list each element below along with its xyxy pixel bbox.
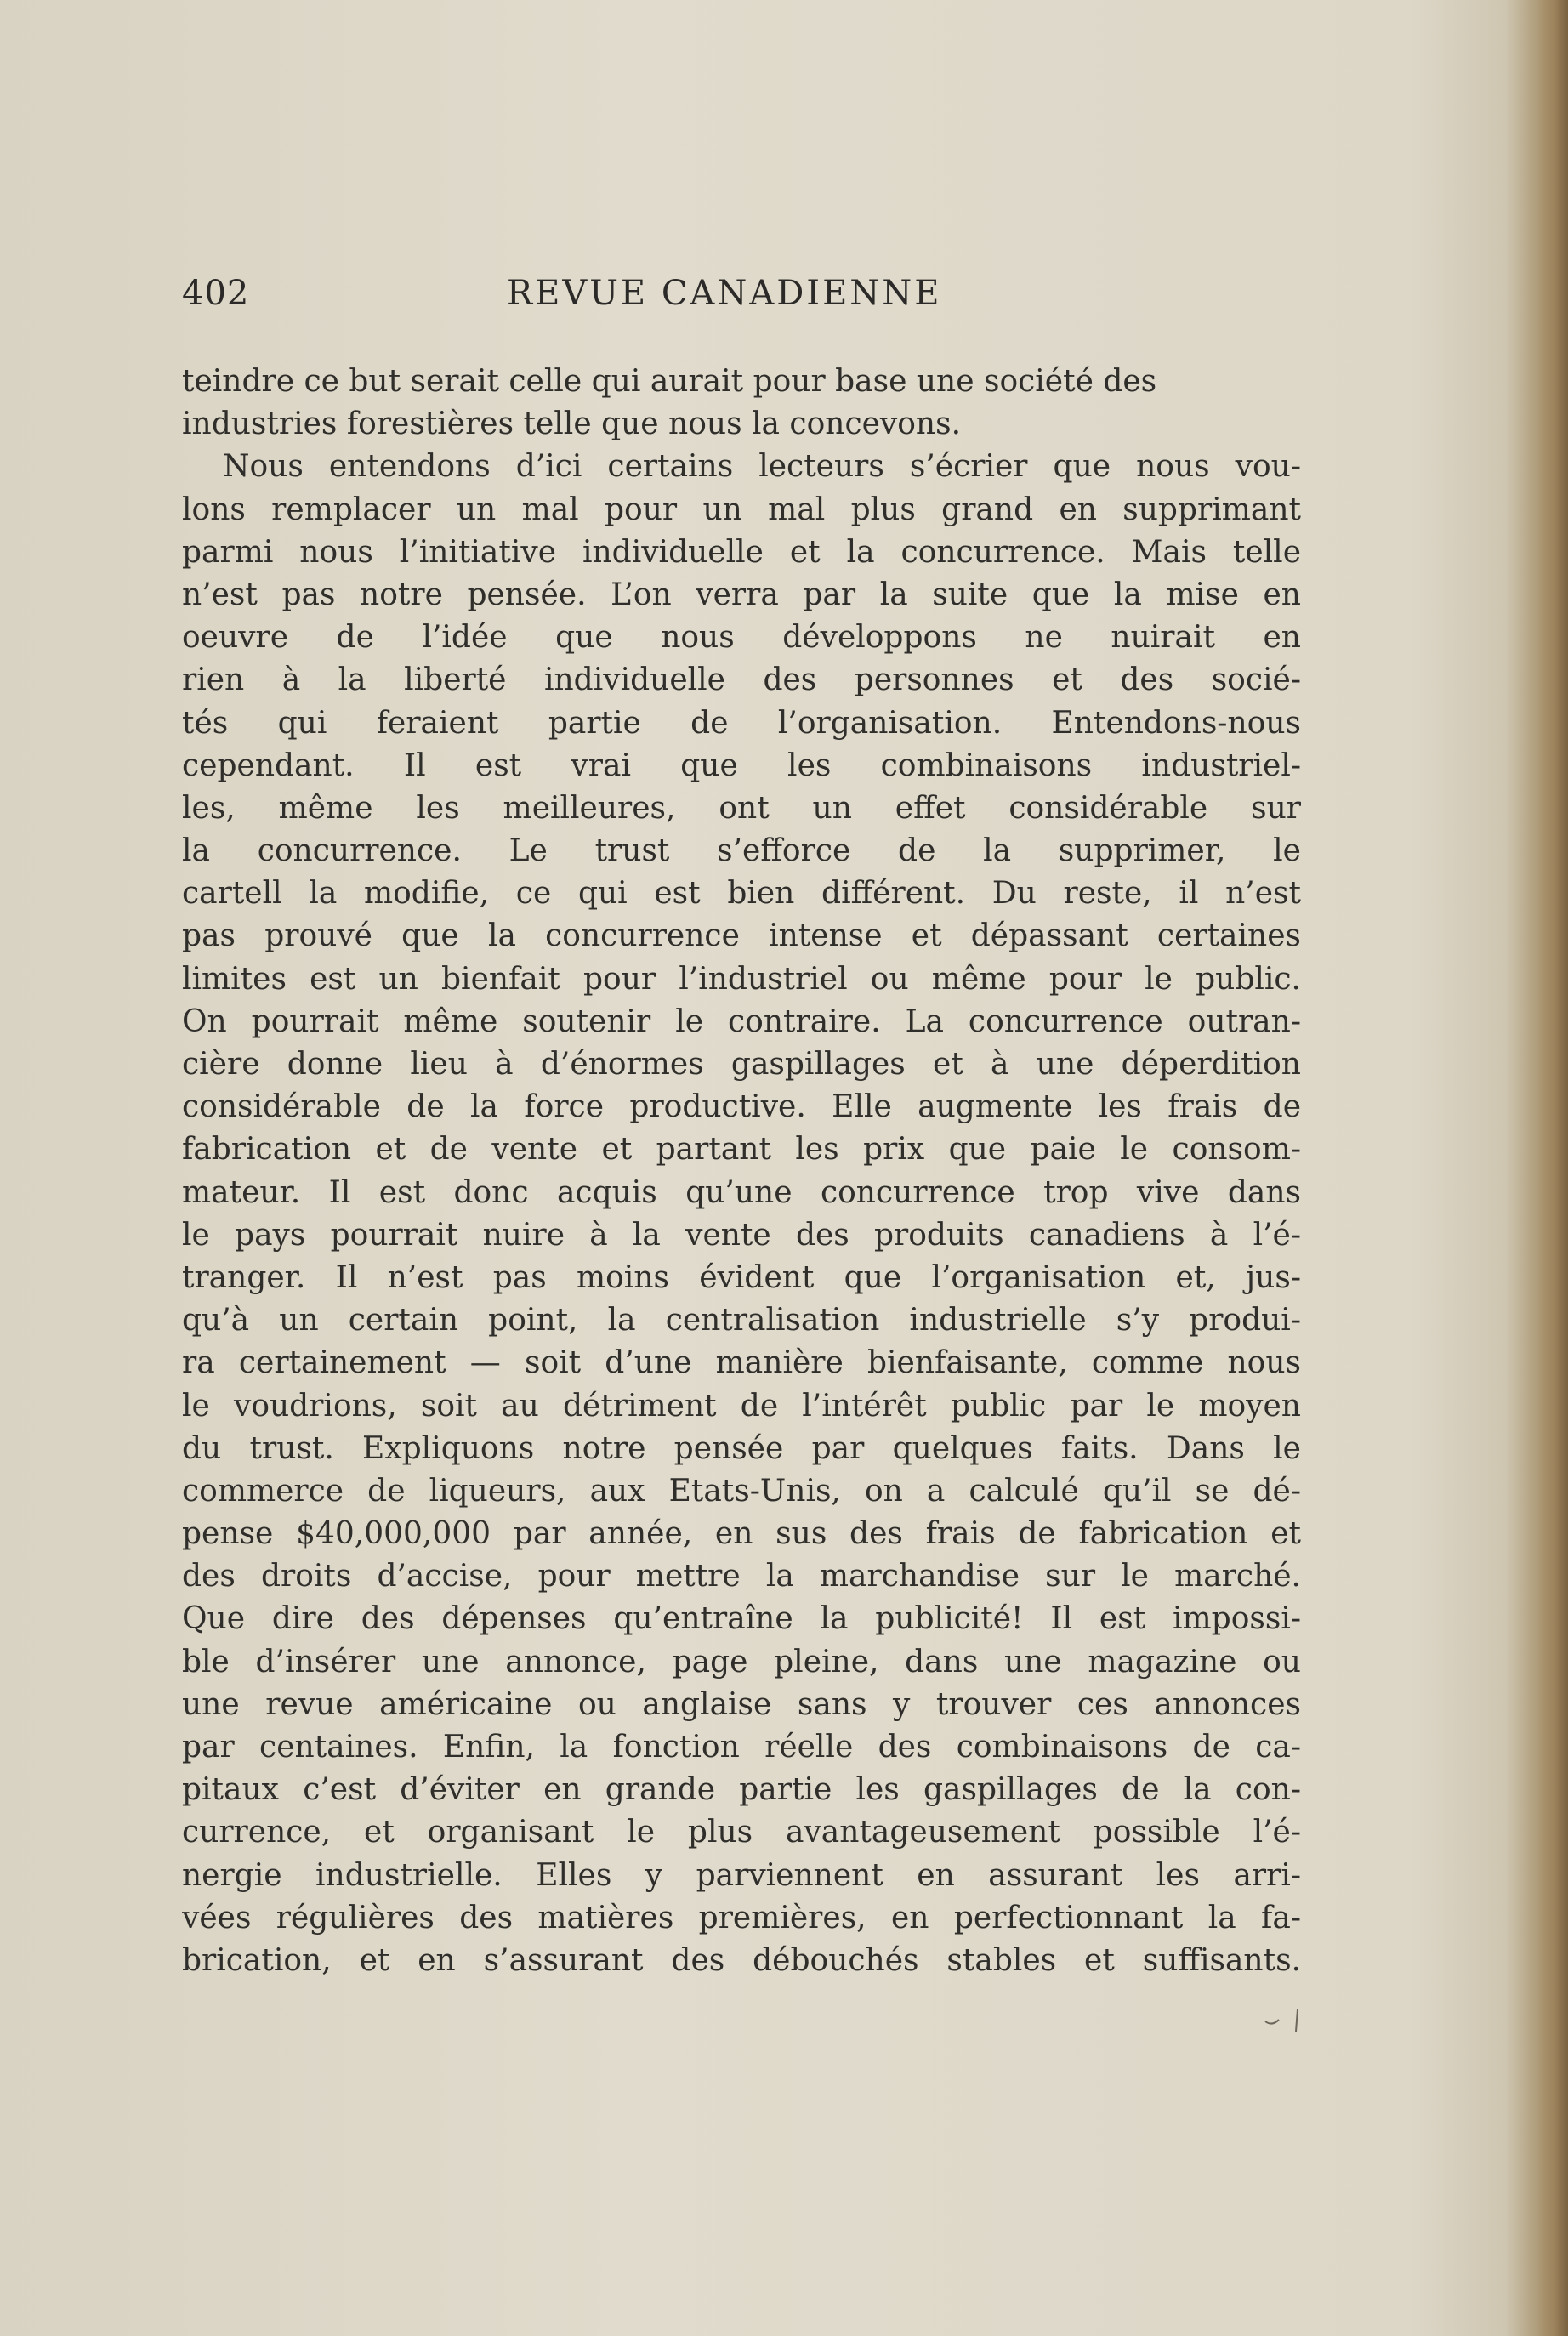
- text-line: brication, et en s’assurant des débouchés stables et suffisants.: [182, 1942, 1301, 1978]
- text-line: parmi nous l’initiative individuelle et la concurrence. Mais telle: [182, 534, 1301, 570]
- text-line: industries forestières telle que nous la concevons.: [182, 406, 962, 442]
- text-line: qu’à un certain point, la centralisation industrielle s’y produi-: [182, 1303, 1301, 1339]
- text-line: pas prouvé que la concurrence intense et dépassant certaines: [182, 918, 1301, 954]
- page-edge-shadow: [1537, 0, 1568, 2336]
- text-line: la concurrence. Le trust s’efforce de la supprimer, le: [182, 833, 1301, 869]
- text-line: rien à la liberté individuelle des personnes et des socié-: [182, 662, 1301, 698]
- text-line: ra certainement — soit d’une manière bienfaisante, comme nous: [182, 1345, 1301, 1381]
- text-line: des droits d’accise, pour mettre la marchandise sur le marché.: [182, 1559, 1301, 1594]
- body-text: [182, 361, 1301, 1982]
- text-line: fabrication et de vente et partant les prix que paie le consom-: [182, 1132, 1301, 1168]
- text-line: lons remplacer un mal pour un mal plus grand en supprimant: [182, 492, 1301, 527]
- text-line: commerce de liqueurs, aux Etats-Unis, on a calculé qu’il se dé-: [182, 1473, 1301, 1509]
- running-title: REVUE CANADIENNE: [507, 274, 942, 313]
- text-line: pense $40,000,000 par année, en sus des frais de fabrication et: [182, 1516, 1301, 1552]
- text-line: n’est pas notre pensée. L’on verra par la suite que la mise en: [182, 577, 1301, 612]
- text-line: considérable de la force productive. Elle augmente les frais de: [182, 1089, 1301, 1125]
- text-line: tés qui feraient partie de l’organisation. Entendons-nous: [182, 705, 1301, 741]
- ink-mark-decoration: [1257, 2003, 1316, 2037]
- text-line: On pourrait même soutenir le contraire. La concurrence outran-: [182, 1003, 1301, 1039]
- text-line: le pays pourrait nuire à la vente des produits canadiens à l’é-: [182, 1217, 1301, 1253]
- text-line: du trust. Expliquons notre pensée par quelques faits. Dans le: [182, 1430, 1301, 1466]
- text-line: par centaines. Enfin, la fonction réelle des combinaisons de ca-: [182, 1730, 1301, 1765]
- text-line: pitaux c’est d’éviter en grande partie les gaspillages de la con-: [182, 1772, 1301, 1808]
- text-line: oeuvre de l’idée que nous développons ne nuirait en: [182, 620, 1301, 656]
- text-line: teindre ce but serait celle qui aurait pour base une société des: [182, 364, 1157, 399]
- page-number: 402: [182, 274, 250, 313]
- running-header: [182, 274, 1301, 325]
- text-line: les, même les meilleures, ont un effet considérable sur: [182, 790, 1301, 826]
- text-line: mateur. Il est donc acquis qu’une concurrence trop vive dans: [182, 1174, 1301, 1210]
- text-line: tranger. Il n’est pas moins évident que l’organisation et, jus-: [182, 1259, 1301, 1295]
- text-line: nergie industrielle. Elles y parviennent en assurant les arri-: [182, 1857, 1301, 1893]
- text-line: cartell la modifie, ce qui est bien différent. Du reste, il n’est: [182, 876, 1301, 912]
- text-line: une revue américaine ou anglaise sans y trouver ces annonces: [182, 1686, 1301, 1722]
- text-line: le voudrions, soit au détriment de l’intérêt public par le moyen: [182, 1388, 1301, 1424]
- text-line: Que dire des dépenses qu’entraîne la publicité! Il est impossi-: [182, 1601, 1301, 1637]
- text-line: limites est un bienfait pour l’industriel ou même pour le public.: [182, 961, 1301, 997]
- text-line: ble d’insérer une annonce, page pleine, dans une magazine ou: [182, 1644, 1301, 1680]
- text-line: cependant. Il est vrai que les combinaisons industriel-: [182, 747, 1301, 783]
- text-line: vées régulières des matières premières, en perfectionnant la fa-: [182, 1900, 1301, 1935]
- paragraph-first-line: Nous entendons d’ici certains lecteurs s’écrier que nous vou-: [223, 449, 1301, 485]
- text-line: cière donne lieu à d’énormes gaspillages et à une déperdition: [182, 1047, 1301, 1082]
- text-line: currence, et organisant le plus avantageusement possible l’é-: [182, 1815, 1301, 1850]
